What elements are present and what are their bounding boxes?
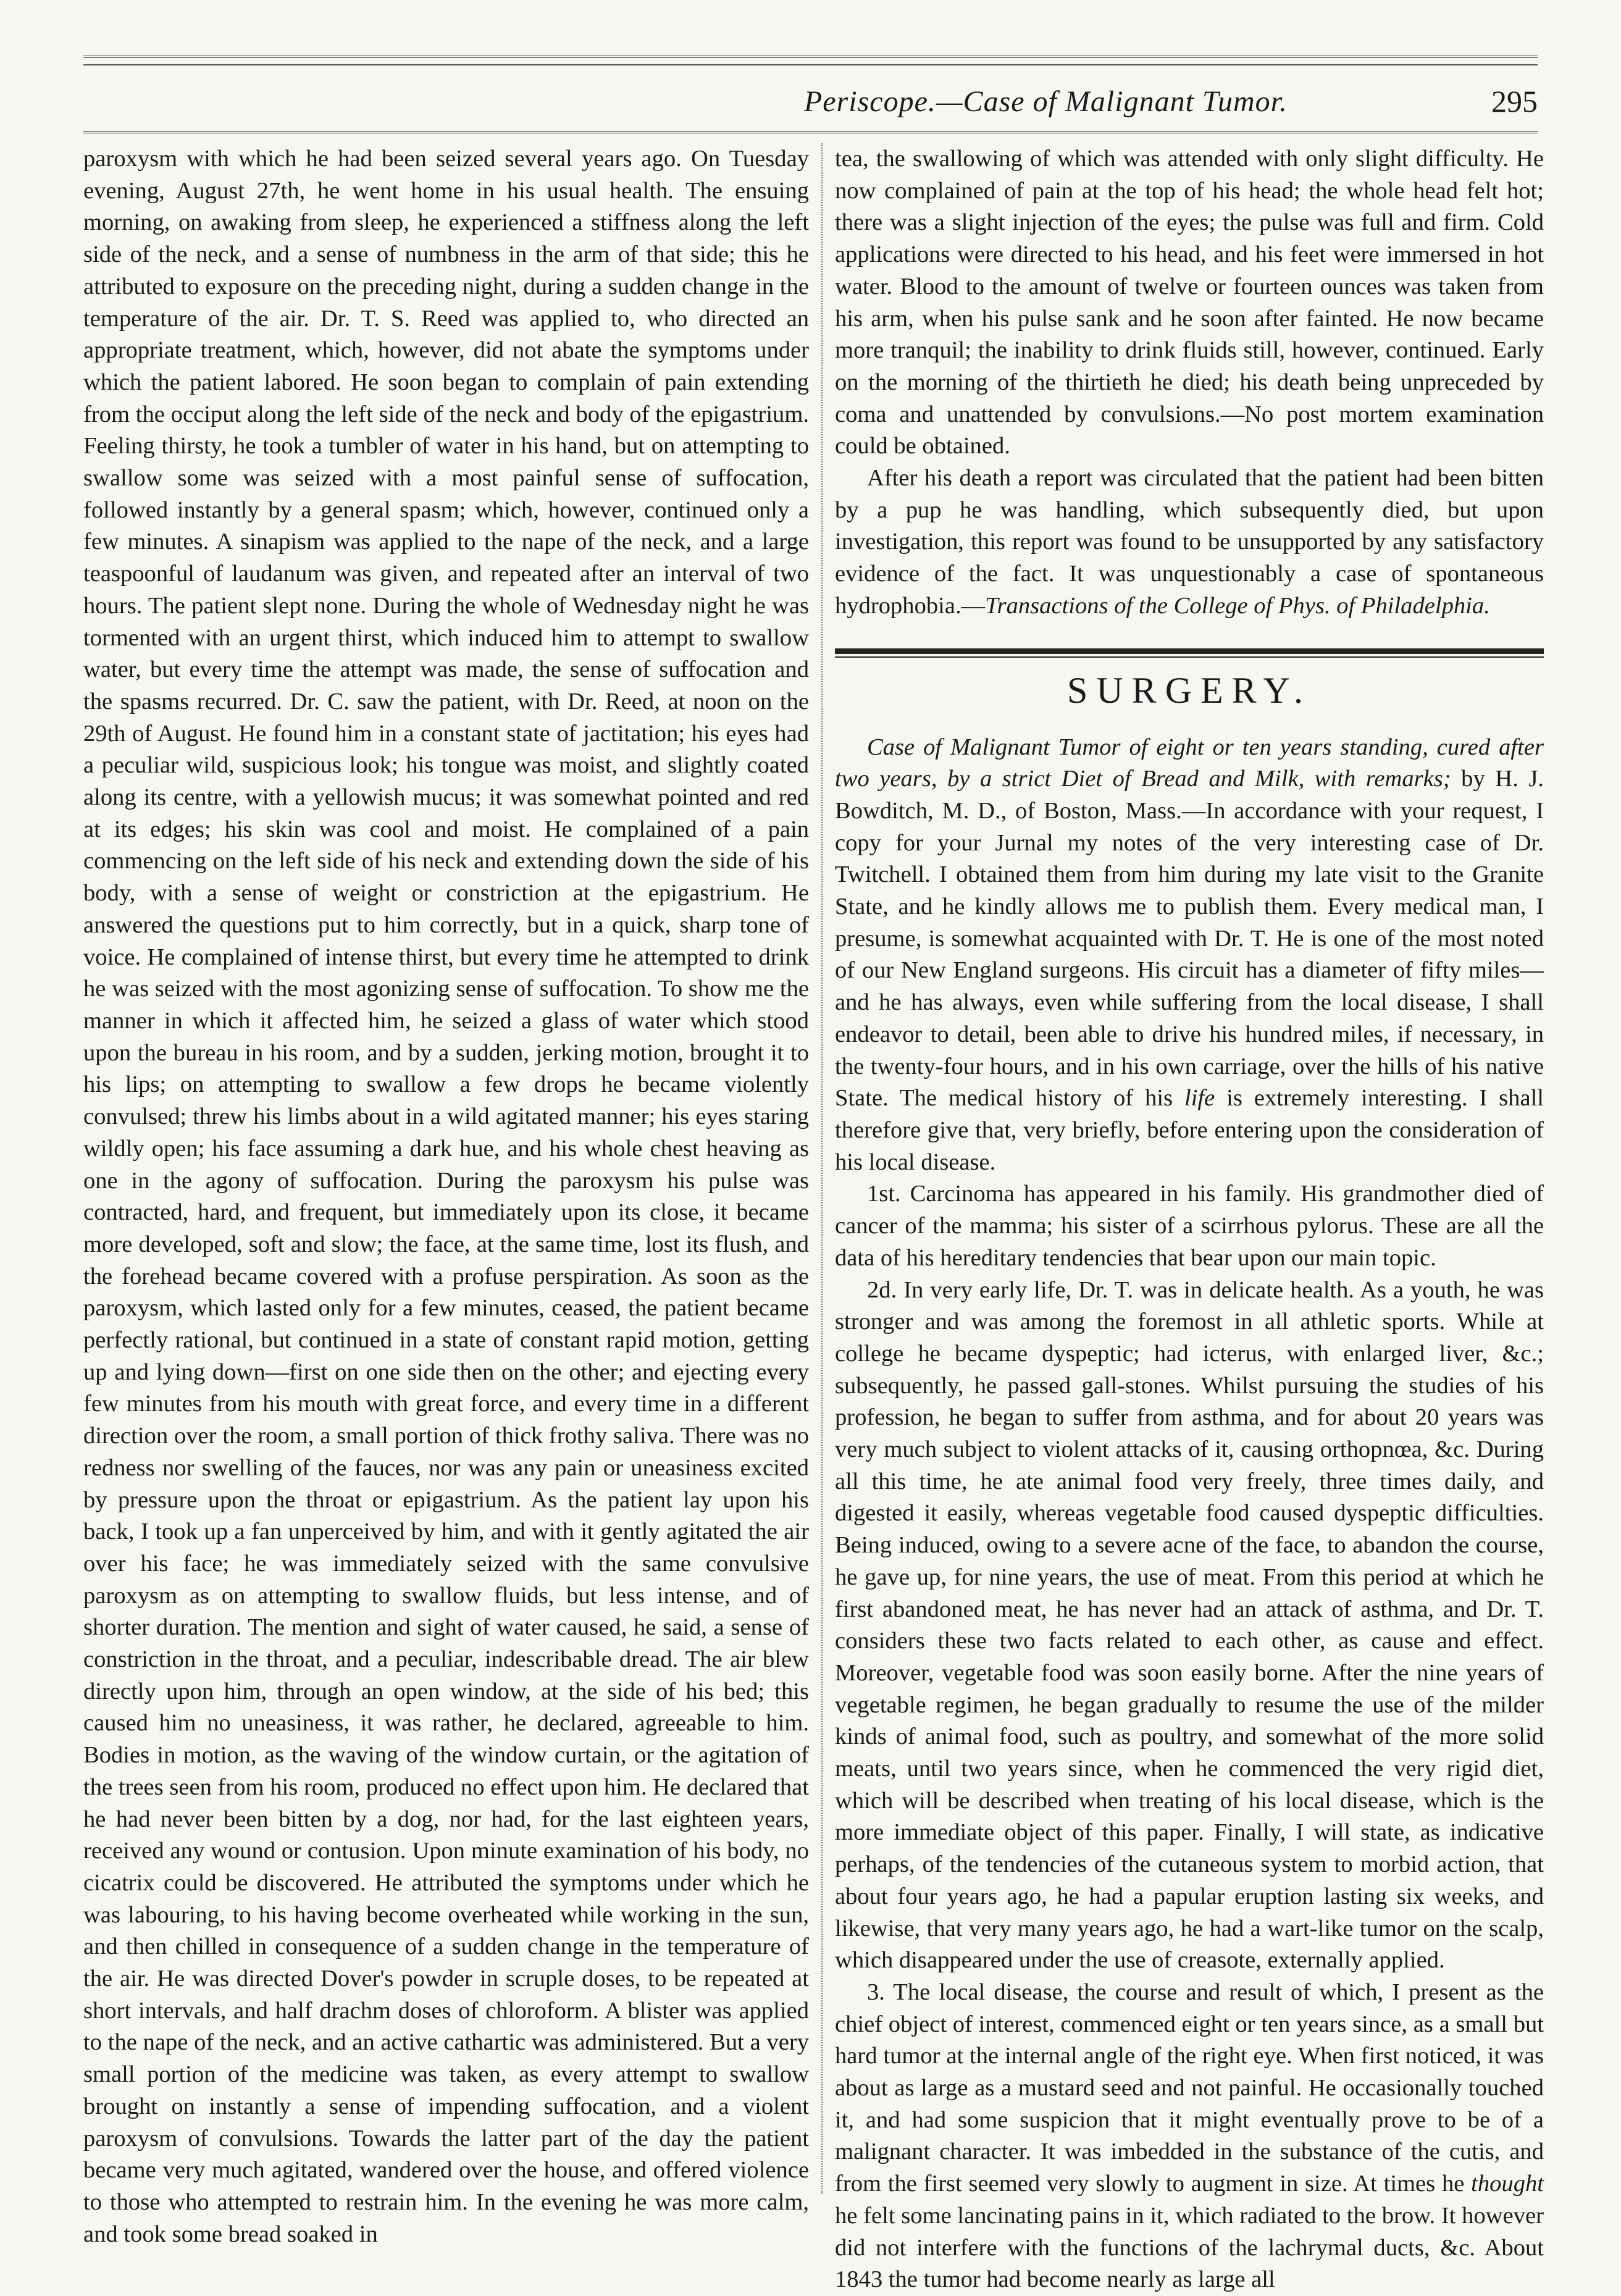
top-double-rule [83,56,1538,58]
section-heading-surgery: SURGERY. [1066,669,1312,711]
article-intro-paragraph [835,732,1544,1179]
header-rule [83,131,1538,133]
page-number: 295 [1491,84,1538,119]
left-paragraph-1: paroxysm with which he had been seized several years ago. On Tuesday evening, August 27th, he went home in his usual health. The ensuing morning, on awaking from sleep, he experienced a stiffness along the left side of the neck, and a sense of numbness in the arm of that side; this he attributed to exposure on the preceding night, during a sudden change in the temperature of the air. Dr. T. S. Reed was applied to, who directed an appropriate treatment, which, however, did not abate the symptoms under which the patient labored. He soon began to complain of pain extending from the occiput along the left side of the neck and body of the epigastrium. Feeling thirsty, he took a tumbler of water in his hand, but on attempting to swallow some was seized with a most painful sense of suffocation, followed instantly by a general spasm; which, however, continued only a few minutes. A sinapism was applied to the nape of the neck, and a large teaspoonful of laudanum was given, and repeated after an interval of two hours. The patient slept none. During the whole of Wednesday night he was tormented with an urgent thirst, which induced him to attempt to swallow water, but every time the attempt was made, the sense of suffocation and the spasms recurred. Dr. C. saw the patient, with Dr. Reed, at noon on the 29th of August. He found him in a constant state of jactitation; his eyes had a peculiar wild, suspicious look; his tongue was moist, and slightly coated along its centre, with a yellowish mucus; it was somewhat pointed and red at its edges; his skin was cool and moist. He complained of a pain commencing on the left side of his neck and extending down the side of his body, with a sense of weight or constriction at the epigastrium. He answered the questions put to him correctly, but in a quick, sharp tone of voice. He complained of intense thirst, but every time he attempted to drink he was seized with the most agonizing sense of suffocation. To show me the manner in which it affected him, he seized a glass of water which stood upon the bureau in his room, and by a sudden, jerking motion, brought it to his lips; on attempting to swallow a few drops he became violently convulsed; threw his limbs about in a wild agitated manner; his eyes staring wildly open; his face assuming a dark hue, and his whole chest heaving as one in the agony of suffocation. During the paroxysm his pulse was contracted, hard, and frequent, but immediately upon its close, it became more developed, soft and slow; the face, at the same time, lost its flush, and the forehead became covered with a profuse perspiration. As soon as the paroxysm, which lasted only for a few minutes, ceased, the patient became perfectly rational, but continued in a state of constant rapid motion, getting up and lying down—first on one side then on the other; and ejecting every few minutes from his mouth with great force, and every time in a different direction over the room, a small portion of thick frothy saliva. There was no redness nor swelling of the fauces, nor was any pain or uneasiness excited by pressure upon the throat or epigastrium. As the patient lay upon his back, I took up a fan unperceived by him, and with it gently agitated the air over his face; he was immediately seized with the same convulsive paroxysm as on attempting to swallow fluids, but less intense, and of shorter duration. The mention and sight of water caused, he said, a sense of constriction in the throat, and a peculiar, indescribable dread. The air blew directly upon him, through an open window, at the side of his bed; this caused him no uneasiness, it was rather, he declared, agreeable to him. Bodies in motion, as the waving of the window curtain, or the agitation of the trees seen from his room, produced no effect upon him. He declared that he had never been bitten by a dog, nor had, for the last eighteen years, received any wound or contusion. Upon minute examination of his body, no cicatrix could be discovered. He attributed the symptoms under which he was labouring, to his having become overheated while working in the sun, and then chilled in consequence of a sudden change in the temperature of the air. He was directed Dover's powder in scruple doses, to be repeated at short intervals, and half drachm doses of chloroform. A blister was applied to the nape of the neck, and an active cathartic was administered. But a very small portion of the medicine was taken, as every attempt to swallow brought on instantly a sense of impending suffocation, and a violent paroxysm of convulsions. Towards the latter part of the day the patient became very much agitated, wandered over the house, and offered violence to those who attempted to restrain him. In the evening he was more calm, and took some bread soaked in [83,146,809,2247]
right-column [835,143,1544,2293]
page-header [83,77,1538,126]
section-rule-thin [835,656,1544,658]
closing-paragraph [835,463,1544,622]
closing-citation: Transactions of the College of Phys. of Philadelphia. [985,592,1490,619]
article-paragraph-2: 2d. In very early life, Dr. T. was in delicate health. As a youth, he was stronger and was among the foremost in all athletic sports. While at college he became dyspeptic; had icterus, with enlarged liver, &c.; subsequently, he passed gall-stones. Whilst pursuing the studies of his profession, he began to suffer from asthma, and for about 20 years was very much subject to violent attacks of it, causing orthopnœa, &c. During all this time, he ate animal food very freely, three times daily, and digested it easily, whereas vegetable food caused dyspeptic difficulties. Being induced, owing to a severe acne of the face, to abandon the course, he gave up, for nine years, the use of meat. From this period at which he first abandoned meat, he has never had an attack of asthma, and Dr. T. considers these two facts related to each other, as cause and effect. Moreover, vegetable food was soon easily borne. After the nine years of vegetable regimen, he began gradually to resume the use of the milder kinds of animal food, such as poultry, and somewhat of the more solid meats, until two years since, when he commenced the very rigid diet, which will be described when treating of his local disease, which is the more immediate object of this paper. Finally, I will state, as indicative perhaps, of the tendencies of the cutaneous system to morbid action, that about four years ago, he had a papular eruption lasting six weeks, and likewise, that very many years ago, he had a wart-like tumor on the scalp, which disappeared under the use of creasote, externally applied. [835,1276,1544,1974]
right-paragraph-1: tea, the swallowing of which was attended with only slight difficulty. He now complained of pain at the top of his head; the whole head felt hot; there was a slight injection of the eyes; the pulse was full and firm. Cold applications were directed to his head, and his feet were immersed in hot water. Blood to the amount of twelve or fourteen ounces was taken from his arm, when his pulse sank and he soon after fainted. He now became more tranquil; the inability to drink fluids still, however, continued. Early on the morning of the thirtieth he died; his death being unpreceded by coma and unattended by convulsions.—No post mortem examination could be obtained. [835,146,1544,459]
closing-paragraph-text: After his death a report was circulated that the patient had been bitten by a pup he was handling, which subsequently died, but upon investigation, this report was found to be unsupported by any satisfactory evidence of the fact. It was unquestionably a case of spontaneous hydrophobia.— [835,465,1544,619]
article-paragraph-3 [835,1977,1544,2296]
article-intro-text: by H. J. Bowditch, M. D., of Boston, Mass.—In accordance with your request, I copy for your Jurnal my notes of the very interesting case of Dr. Twitchell. I obtained them from him during my late visit to the Granite State, and he kindly allows me to publish them. Every medical man, I presume, is somewhat acquainted with Dr. T. He is one of the most noted of our New England surgeons. His circuit has a diameter of fifty miles—and he has always, even while suffering from the local disease, I shall endeavor to detail, been able to drive his hundred miles, if necessary, in the twenty-four hours, and in his own carriage, over the hills of his native State. The medical history of his [835,766,1544,1112]
top-thin-rule [83,64,1538,65]
column-divider [821,143,823,2193]
article-title: Case of Malignant Tumor of eight or ten years standing, cured after two years, by a strict Diet of Bread and Milk, with remarks; [835,734,1544,792]
article-intro-italic: life [1184,1085,1215,1112]
article-paragraph-1: 1st. Carcinoma has appeared in his family. His grandmother died of cancer of the mamma; his sister of a scirrhous pylorus. These are all the data of his hereditary tendencies that bear upon our main topic. [835,1181,1544,1271]
article-paragraph-3-end: he felt some lancinating pains in it, which radiated to the brow. It however did not interfere with the functions of the lachrymal ducts, &c. About 1843 the tumor had become nearly as large all [835,2202,1544,2293]
article-paragraph-3-text: 3. The local disease, the course and result of which, I present as the chief object of interest, commenced eight or ten years since, as a small but hard tumor at the internal angle of the right eye. When first noticed, it was about as large as a mustard seed and not painful. He occasionally touched it, and had some suspicion that it might eventually prove to be of a malignant character. It was imbedded in the substance of the cutis, and from the first seemed very slowly to augment in size. At times he [835,1979,1544,2197]
article-paragraph-3-italic: thought [1471,2171,1544,2197]
section-rule-thick [835,648,1544,654]
left-column [83,143,809,2247]
article-intro-end: is extremely interesting. I shall therefore give that, very briefly, before entering upon the consideration of his local disease. [835,1085,1544,1175]
running-title: Periscope.—Case of Malignant Tumor. [803,85,1288,118]
